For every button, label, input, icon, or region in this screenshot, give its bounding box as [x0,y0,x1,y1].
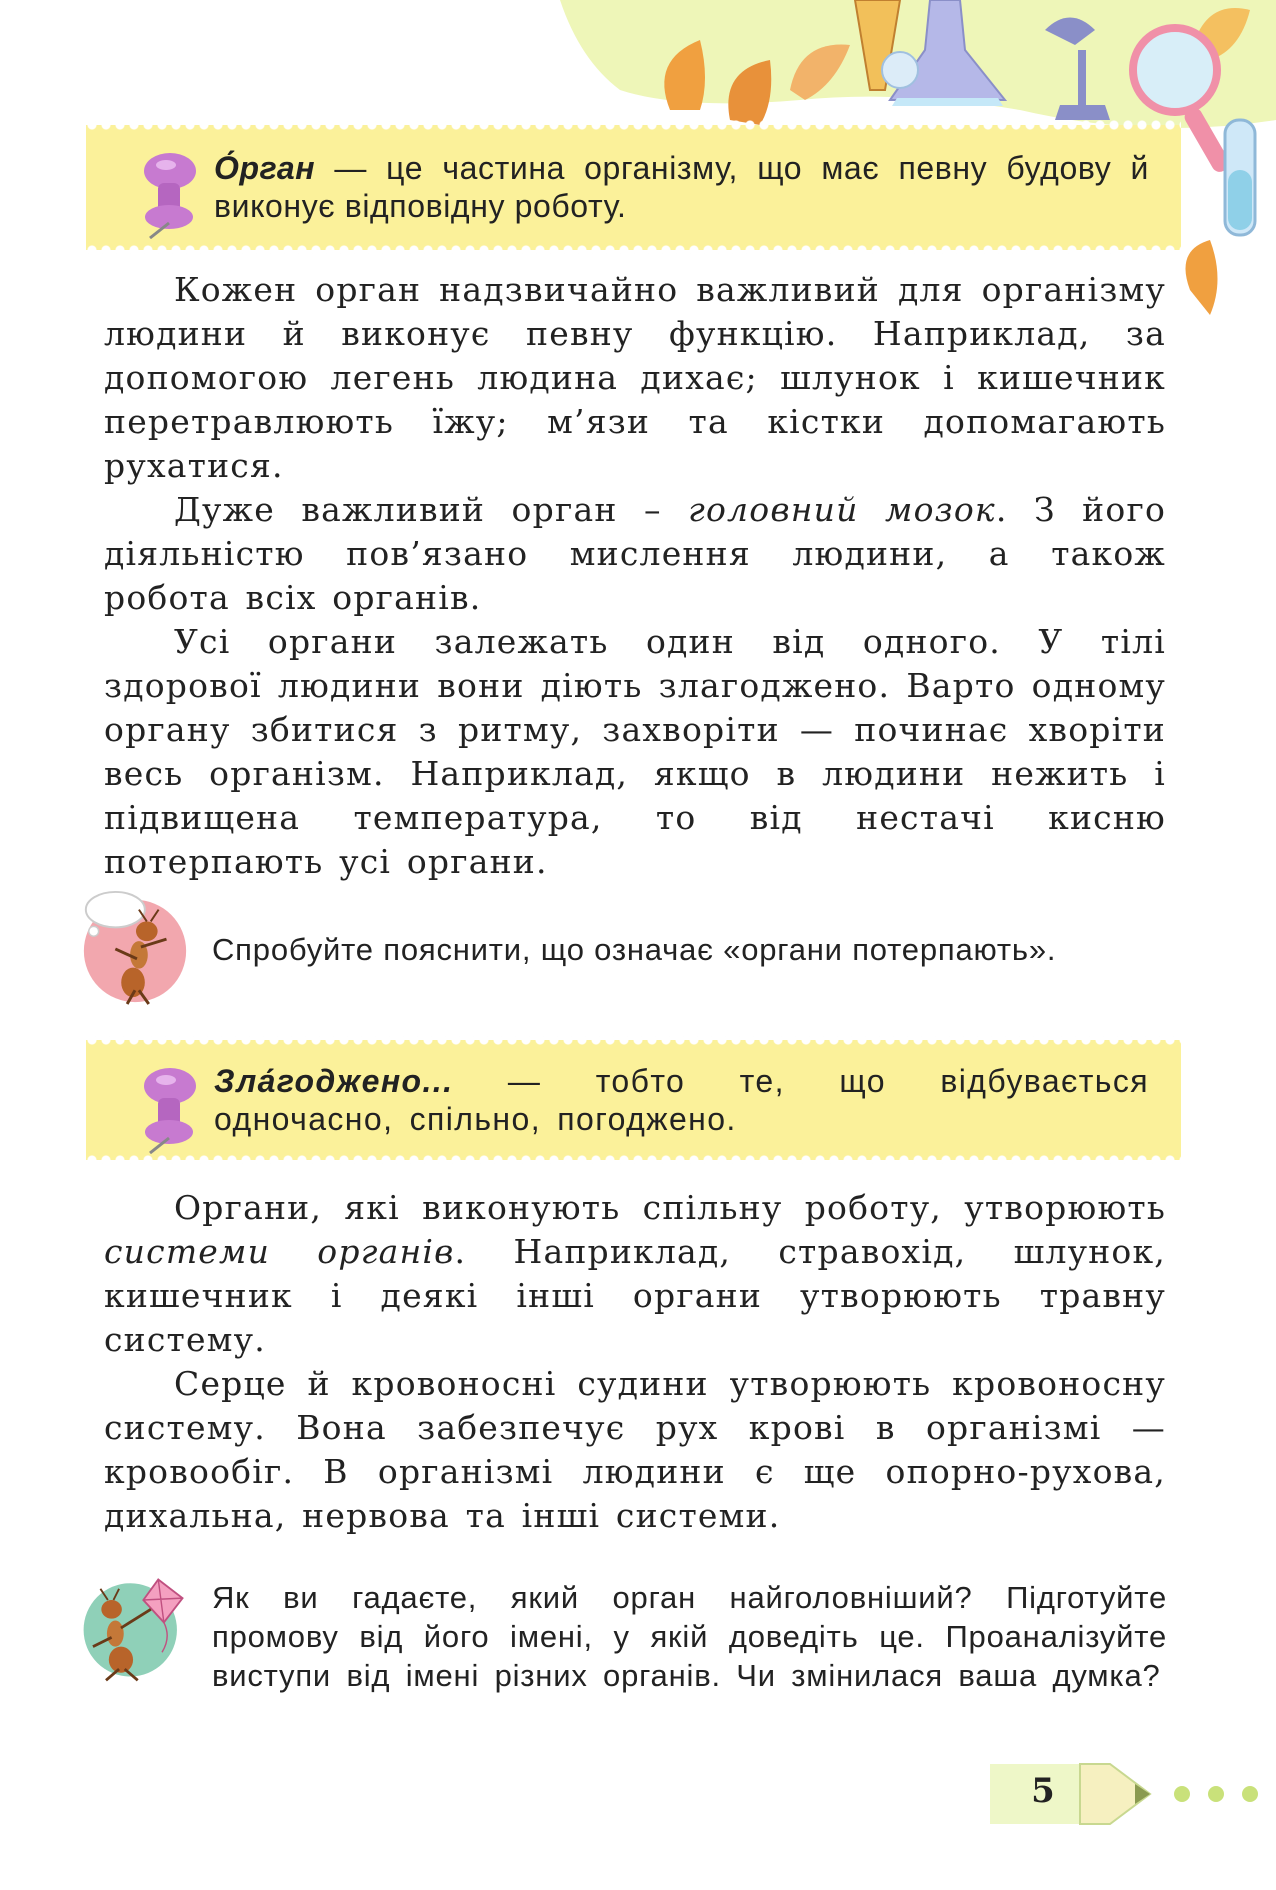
definition-body: — це частина організму, що має певну будову й виконує відповідну роботу. [214,150,1149,224]
paragraph: Органи, які виконують спільну роботу, утворюють системи органів. Наприклад, стравохід, шлунок, кишечник і деякі інші органи утворюють травну систему. [104,1188,1167,1359]
pushpin-icon [140,143,206,239]
ant-kite-icon [78,1572,190,1684]
paragraph: Усі органи залежать один від одного. У тілі здорової людини вони діють злагоджено. Варто одному органу збитися з ритму, захворіти — починає хворіти весь організм. Наприклад, якщо в людини нежить і підвищена температура, то від нестачі кисню потерпають усі органи. [104,622,1166,881]
definition-text [214,1062,1149,1138]
question-text: Спробуйте пояснити, що означає «органи потерпають». [212,932,1057,967]
definition-box [86,125,1181,250]
body-text-block [104,268,1166,884]
page-number: 5 [1031,1771,1055,1811]
paragraph: Серце й кровоносні судини утворюють кровоносну систему. Вона забезпечує рух крові в організмі — кровообіг. В організмі людини є ще опорно-рухова, дихальна, нервова та інші системи. [104,1364,1166,1535]
paragraph: Кожен орган надзвичайно важливий для організму людини й виконує певну функцію. Наприклад, за допомогою легень людина дихає; шлунок і кишечник перетравлюють їжу; м’язи та кістки допомагають рухатися. [104,270,1166,485]
pushpin-icon [140,1058,206,1154]
body-text-block [104,1186,1166,1538]
definition-body: — тобто те, що відбувається одночасно, спільно, погоджено. [214,1063,1149,1137]
question-text: Як ви гадаєте, який орган найголовніший? Підготуйте промову від його імені, у якій доведіть це. Проаналізуйте виступи від імені різних органів. Чи змінилася ваша думка? [212,1580,1167,1693]
ant-thinking-icon [76,888,194,1006]
emphasis: головний мозок [688,490,996,529]
definition-text [214,149,1149,225]
emphasis: системи органів [104,1232,455,1271]
paragraph: Дуже важливий орган – головний мозок. З його діяльністю пов’язано мислення людини, а також робота всіх органів. [104,490,1167,617]
definition-box [86,1040,1181,1160]
definition-term: Зла́годжено... [214,1063,454,1099]
definition-term: О́рган [214,150,316,186]
